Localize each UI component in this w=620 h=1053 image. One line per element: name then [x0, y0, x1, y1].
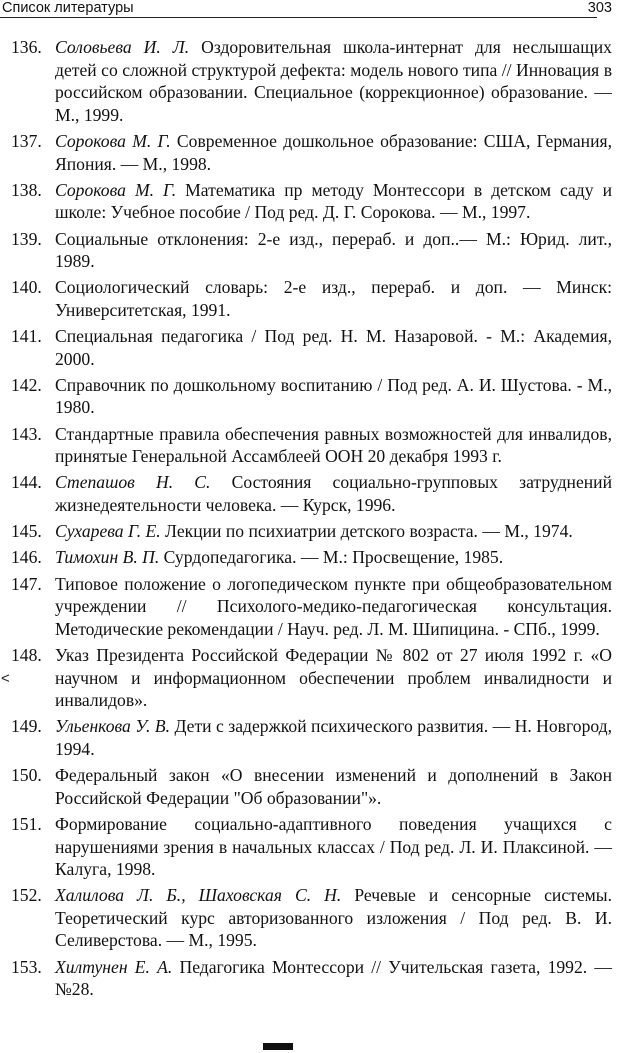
page-number: 303: [587, 0, 612, 16]
reference-item: [0, 423, 620, 468]
reference-number: 146.: [11, 547, 42, 568]
reference-text: Стандартные правила обеспечения равных возможностей для инвалидов, принятые Генеральной Ассамблеей ООН 20 декабря 1993 г.: [55, 423, 612, 467]
reference-item: [0, 276, 620, 321]
reference-item: [0, 956, 620, 1001]
reference-text: Социологический словарь: 2-е изд., перераб. и доп. — Минск: Университетская, 1991.: [55, 277, 612, 320]
reference-text: Лекции по психиатрии детского возраста. — М., 1974.: [160, 521, 573, 542]
reference-item: [0, 228, 620, 273]
reference-number: 148.: [11, 644, 42, 665]
reference-number: 142.: [11, 374, 42, 395]
reference-author: Тимохин В. П.: [55, 547, 160, 568]
reference-number: 140.: [11, 277, 42, 298]
reference-item: [0, 179, 620, 224]
reference-text: Специальная педагогика / Под ред. Н. М. Назаровой. - М.: Академия, 2000.: [55, 326, 612, 369]
reference-text: Педагогика Монтессори // Учительская газета, 1992. — №28.: [55, 956, 612, 1000]
reference-author: Ульенкова У. В.: [55, 716, 171, 737]
reference-number: 149.: [11, 716, 42, 737]
page-header: [0, 0, 620, 18]
reference-item: [0, 471, 620, 516]
reference-item: [0, 130, 620, 175]
reference-author: Халилова Л. Б., Шаховская С. Н.: [55, 885, 342, 906]
reference-item: [0, 715, 620, 760]
reference-number: 147.: [11, 573, 42, 594]
reference-text: Сурдопедагогика. — М.: Просвещение, 1985.: [159, 547, 504, 568]
reference-text: Дети с задержкой психического развития. — Н. Новгород, 1994.: [55, 716, 613, 759]
reference-item: [0, 36, 620, 126]
reference-text: Указ Президента Российской Федерации № 802 от 27 июля 1992 г. «О научном и информационном обеспечении проблем инвалидности и инвалидов».: [55, 644, 612, 711]
reference-item: [0, 813, 620, 881]
reference-text: Состояния социально-групповых затруднений жизнедеятельности человека. — Курск, 1996.: [55, 472, 613, 516]
reference-text: Оздоровительная школа-интернат для неслышащих детей со сложной структурой дефекта: модель нового типа // Инновация в российском образовании. Специальное (коррекционное) образование. — М., 1999.: [55, 37, 612, 125]
reference-number: 145.: [11, 521, 42, 542]
reference-number: 141.: [11, 326, 42, 347]
reference-text: Справочник по дошкольному воспитанию / Под ред. А. И. Шустова. - М., 1980.: [55, 374, 612, 418]
reference-number: 153.: [11, 956, 42, 977]
reference-number: 143.: [11, 423, 42, 444]
reference-number: 136.: [11, 37, 42, 57]
reference-item: [0, 573, 620, 641]
reference-number: 137.: [11, 130, 42, 151]
reference-item: [0, 764, 620, 809]
reference-author: Сухарева Г. Е.: [55, 521, 161, 542]
reference-text: Типовое положение о логопедическом пункте при общеобразовательном учреждении // Психолого-медико-педагогическая консультация. Методические рекомендации / Науч. ред. Л. М. Шипицина. - СПб., 1999.: [55, 573, 612, 639]
reference-item: [0, 374, 620, 419]
reference-item: [0, 884, 620, 952]
reference-number: 144.: [11, 472, 42, 493]
reference-item: [0, 644, 620, 712]
header-rule: [0, 17, 597, 18]
reference-text: Федеральный закон «О внесении изменений и дополнений в Закон Российской Федерации "Об образовании"».: [55, 765, 612, 808]
reference-author: Степашов Н. С.: [55, 472, 211, 493]
reference-item: [0, 325, 620, 370]
page-bottom-mark: [263, 1043, 293, 1050]
reference-text: Речевые и сенсорные системы. Теоретический курс авторизованного изложения / Под ред. В. И. Селиверстова. — М., 1995.: [55, 885, 612, 951]
reference-text: Математика пр методу Монтессори в детском саду и школе: Учебное пособие / Под ред. Д. Г. Сорокова. — М., 1997.: [55, 179, 612, 223]
reference-author: Сорокова М. Г.: [55, 179, 177, 200]
reference-number: 138.: [11, 179, 42, 200]
section-title: Список литературы: [2, 0, 134, 16]
reference-author: Соловьева И. Л.: [55, 37, 190, 57]
reference-number: 139.: [11, 228, 42, 249]
reference-item: [0, 520, 620, 543]
reference-number: 150.: [11, 765, 42, 786]
reference-author: Хилтунен Е. А.: [55, 956, 173, 977]
reference-text: Современное дошкольное образование: США, Германия, Япония. — М., 1998.: [55, 130, 612, 174]
reference-number: 152.: [11, 885, 42, 906]
reference-author: Сорокова М. Г.: [55, 130, 171, 151]
reference-list: [0, 36, 620, 1004]
reference-number: 151.: [11, 813, 42, 834]
reference-item: [0, 546, 620, 569]
reference-text: Социальные отклонения: 2-е изд., перераб. и доп..— М.: Юрид. лит., 1989.: [55, 228, 612, 272]
margin-mark: <: [1, 670, 10, 687]
reference-text: Формирование социально-адаптивного поведения учащихся с нарушениями зрения в начальных классах / Под ред. Л. И. Плаксиной. — Калуга, 1998.: [55, 813, 612, 880]
